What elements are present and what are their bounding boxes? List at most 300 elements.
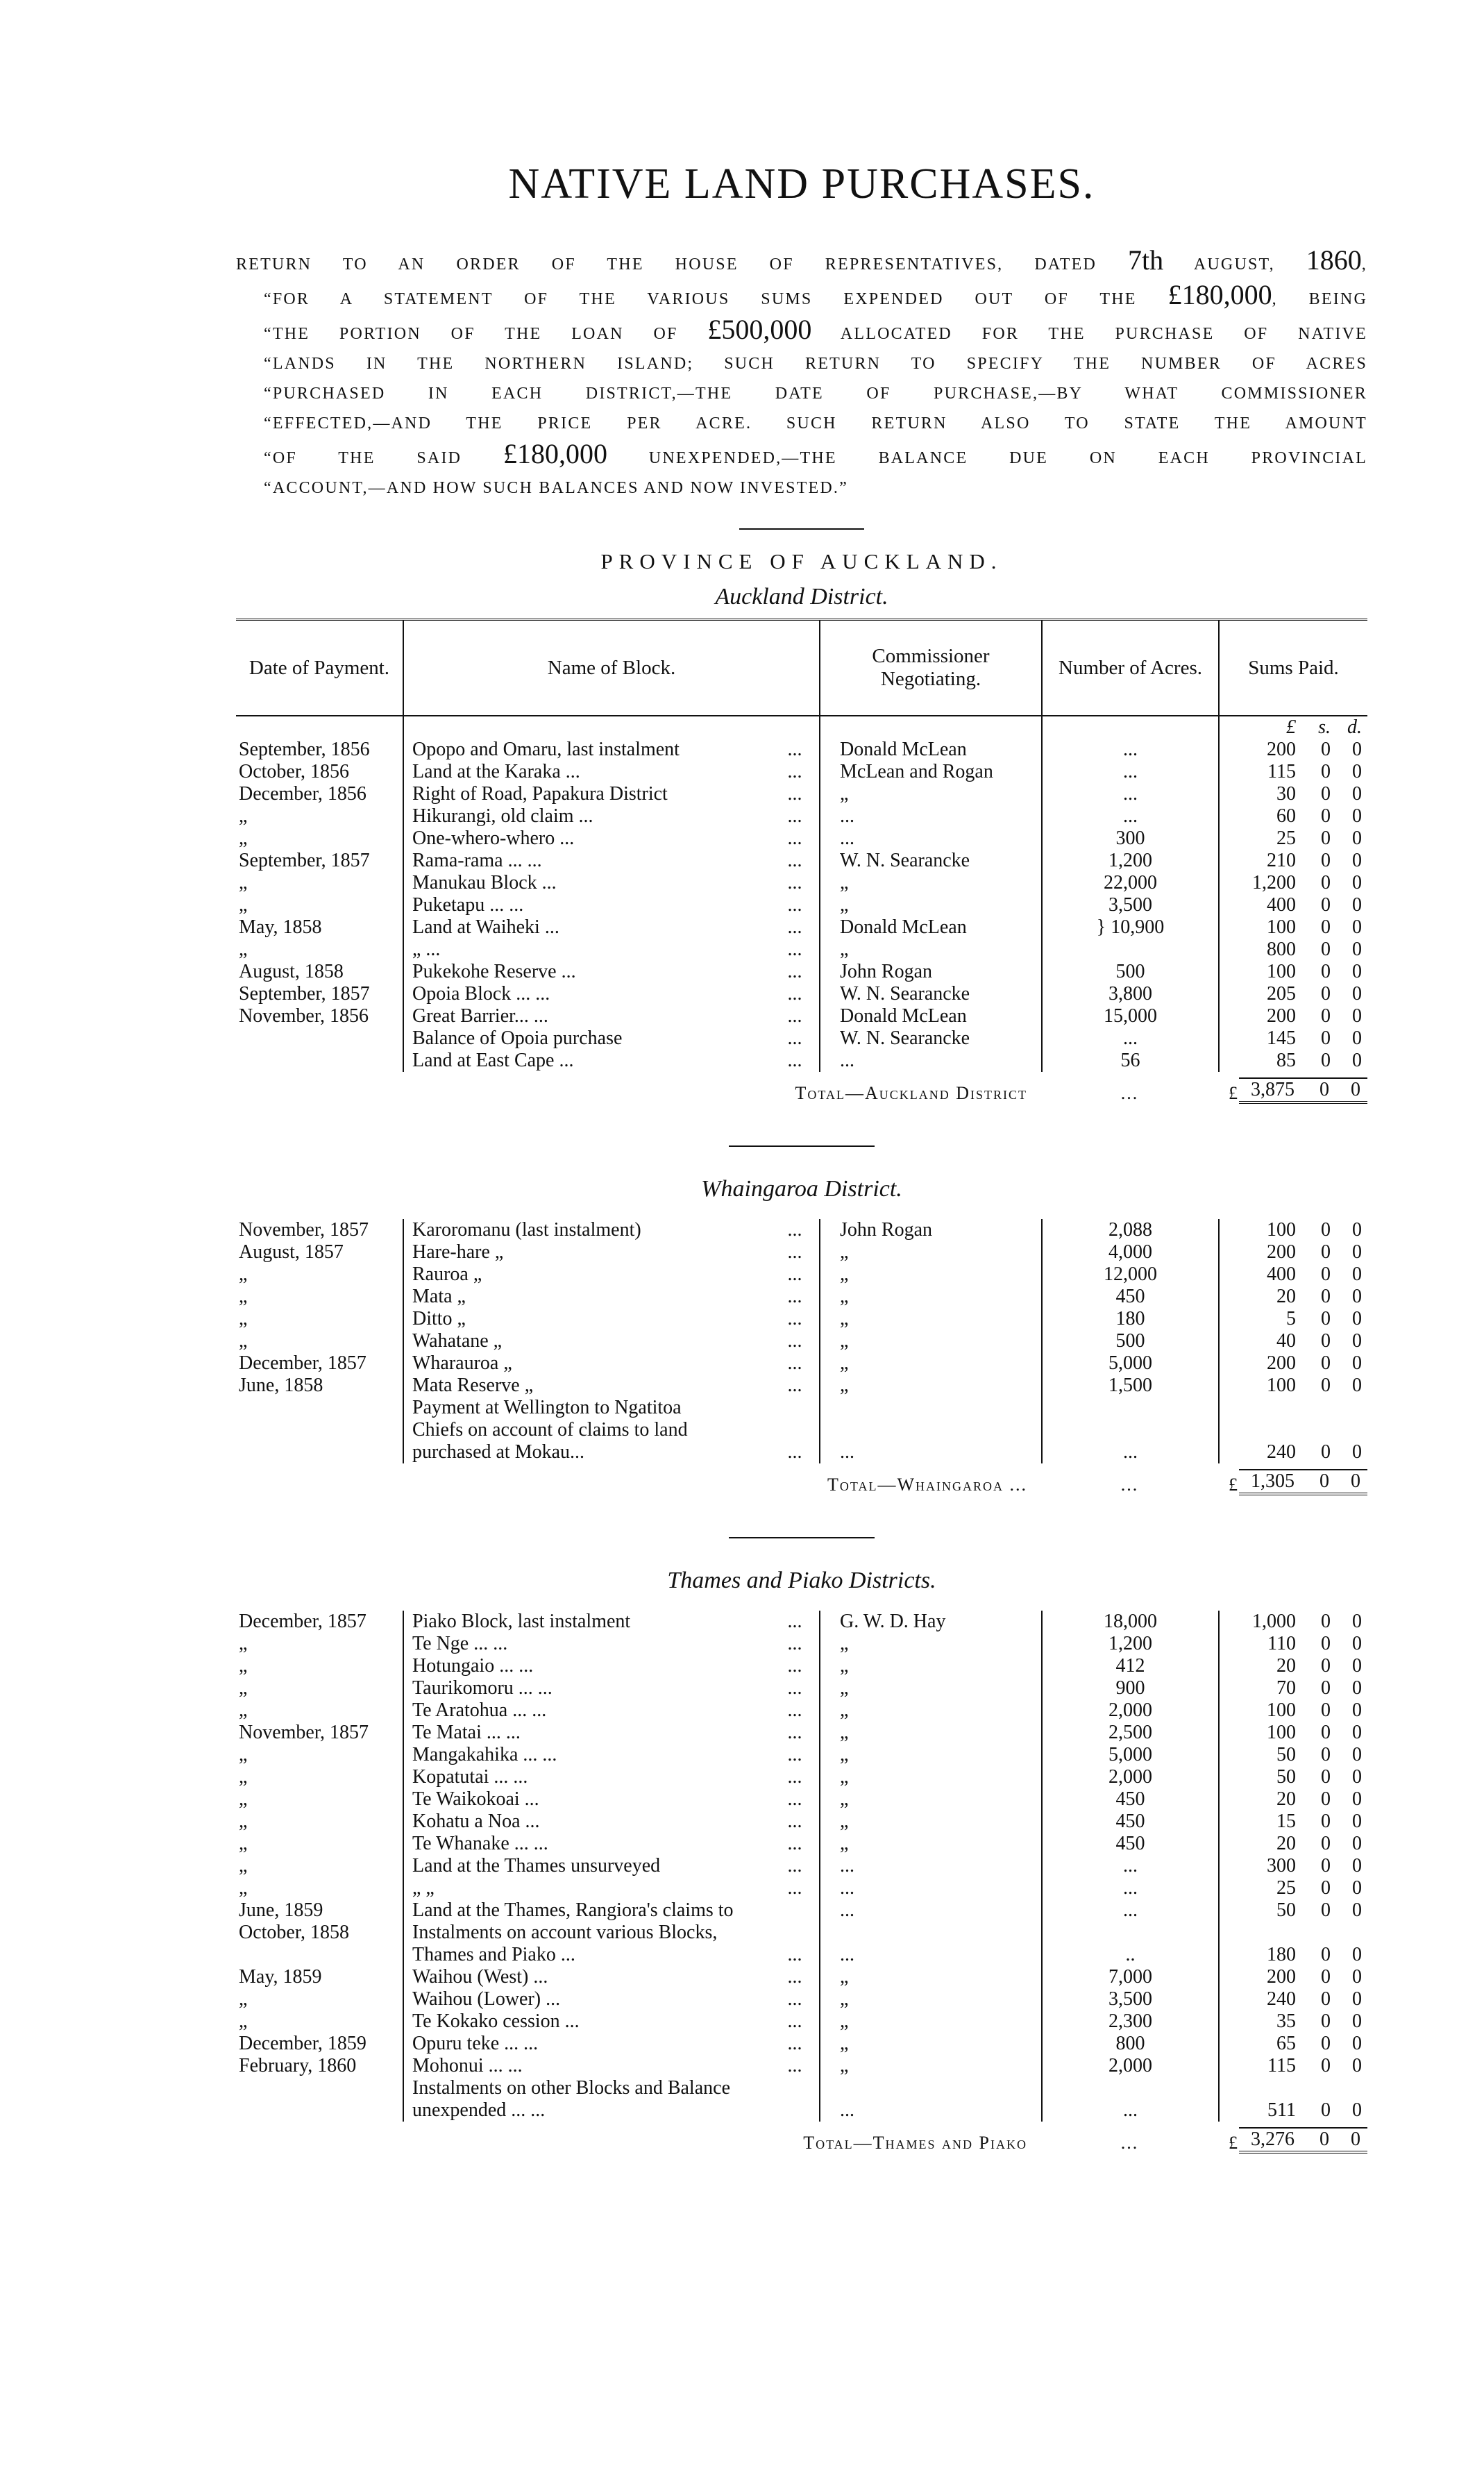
leader-dots: ... bbox=[787, 1966, 802, 1988]
sum-shillings: 0 bbox=[1321, 961, 1331, 982]
sum-pounds: 200 bbox=[1267, 739, 1296, 760]
cell-acres: ... bbox=[1041, 1441, 1218, 1463]
cell-block bbox=[403, 1419, 819, 1441]
cell-commissioner: McLean and Rogan bbox=[819, 761, 1041, 783]
table-row bbox=[236, 1330, 1367, 1352]
cell-commissioner: Donald McLean bbox=[819, 739, 1041, 761]
intro-line: “OF THE SAID £180,000 UNEXPENDED,—THE BALANCE DUE ON EACH PROVINCIAL bbox=[264, 438, 1367, 469]
section-divider bbox=[729, 1537, 875, 1538]
cell-date: September, 1856 bbox=[239, 739, 370, 760]
total-shillings: 0 bbox=[1319, 1470, 1329, 1492]
sum-pence: 0 bbox=[1352, 1027, 1362, 1049]
data-table bbox=[236, 1219, 1367, 1463]
cell-commissioner: „ bbox=[819, 872, 1041, 894]
units-spacer bbox=[236, 716, 403, 739]
sum-shillings: 0 bbox=[1321, 1877, 1331, 1899]
block-name: Balance of Opoia purchase bbox=[412, 1027, 623, 1049]
header-date-text: Date of Payment. bbox=[248, 656, 390, 679]
cell-commissioner: ... bbox=[819, 1944, 1041, 1966]
district-heading: Whaingaroa District. bbox=[701, 1176, 902, 1202]
sum-pence: 0 bbox=[1352, 1988, 1362, 2010]
block-name: Manukau Block ... bbox=[412, 872, 557, 893]
sum-shillings: 0 bbox=[1321, 1633, 1331, 1654]
cell-sum bbox=[1218, 1744, 1367, 1766]
cell-date bbox=[236, 1050, 403, 1072]
cell-commissioner: ... bbox=[819, 2099, 1041, 2122]
cell-acres: 3,500 bbox=[1041, 1988, 1218, 2011]
cell-block bbox=[403, 783, 819, 805]
cell-commissioner: „ bbox=[819, 2011, 1041, 2033]
cell-block bbox=[403, 1264, 819, 1286]
total-dots: ... bbox=[1120, 1083, 1139, 1103]
table-row bbox=[236, 1375, 1367, 1397]
cell-acres: 7,000 bbox=[1041, 1966, 1218, 1988]
sum-pounds: 50 bbox=[1276, 1766, 1296, 1788]
cell-commissioner: G. W. D. Hay bbox=[819, 1611, 1041, 1633]
cell-block bbox=[403, 1944, 819, 1966]
intro-line: “PURCHASED IN EACH DISTRICT,—THE DATE OF PURCHASE,—BY WHAT COMMISSIONER bbox=[264, 385, 1367, 403]
sum-pence: 0 bbox=[1352, 1330, 1362, 1352]
cell-sum bbox=[1218, 894, 1367, 916]
cell-sum bbox=[1218, 1441, 1367, 1463]
block-name: Opuru teke ... ... bbox=[412, 2033, 539, 2054]
intro-figure: £180,000 bbox=[503, 438, 607, 469]
units-row bbox=[236, 716, 1367, 739]
cell-commissioner: ... bbox=[819, 1050, 1041, 1072]
cell-sum bbox=[1218, 1677, 1367, 1699]
leader-dots: ... bbox=[787, 1633, 802, 1654]
block-name: purchased at Mokau... bbox=[412, 1441, 585, 1463]
cell-block bbox=[403, 1611, 819, 1633]
cell-acres: ... bbox=[1041, 805, 1218, 828]
leader-dots: ... bbox=[787, 1352, 802, 1374]
sum-pence: 0 bbox=[1352, 2099, 1362, 2121]
cell-date: „ bbox=[239, 1308, 248, 1329]
cell-block bbox=[403, 1833, 819, 1855]
sum-shillings: 0 bbox=[1321, 872, 1331, 893]
cell-block bbox=[403, 805, 819, 828]
sum-pence: 0 bbox=[1352, 761, 1362, 782]
cell-commissioner: „ bbox=[819, 1633, 1041, 1655]
data-table bbox=[236, 716, 1367, 1072]
header-block-text: Name of Block. bbox=[547, 656, 676, 679]
cell-acres: 450 bbox=[1041, 1833, 1218, 1855]
cell-sum bbox=[1218, 1655, 1367, 1677]
intro-figure: £500,000 bbox=[707, 314, 812, 345]
table-row bbox=[236, 1308, 1367, 1330]
sum-pounds: 1,200 bbox=[1252, 872, 1296, 893]
sum-shillings: 0 bbox=[1321, 739, 1331, 760]
cell-date: „ bbox=[239, 1286, 248, 1307]
sum-pounds: 5 bbox=[1286, 1308, 1296, 1329]
unit-shilling: s. bbox=[1318, 716, 1331, 738]
cell-date: „ bbox=[239, 1766, 248, 1788]
cell-commissioner: „ bbox=[819, 1241, 1041, 1264]
cell-date: „ bbox=[239, 894, 248, 916]
leader-dots: ... bbox=[787, 1722, 802, 1743]
cell-acres: 180 bbox=[1041, 1308, 1218, 1330]
cell-block bbox=[403, 1330, 819, 1352]
leader-dots: ... bbox=[787, 1050, 802, 1071]
sum-pence: 0 bbox=[1352, 872, 1362, 893]
sum-pounds: 200 bbox=[1267, 1241, 1296, 1263]
sum-pounds bbox=[1220, 1922, 1296, 1944]
leader-dots: ... bbox=[787, 1699, 802, 1721]
block-name: Piako Block, last instalment bbox=[412, 1611, 631, 1632]
cell-block bbox=[403, 1966, 819, 1988]
cell-acres: 412 bbox=[1041, 1655, 1218, 1677]
cell-commissioner: ... bbox=[819, 828, 1041, 850]
sum-pounds: 200 bbox=[1267, 1966, 1296, 1988]
cell-block bbox=[403, 1877, 819, 1899]
table-row bbox=[236, 939, 1367, 961]
sum-shillings: 0 bbox=[1321, 1050, 1331, 1071]
sum-pounds: 20 bbox=[1276, 1655, 1296, 1677]
table-row bbox=[236, 739, 1367, 761]
cell-date bbox=[236, 1397, 403, 1419]
sum-pence: 0 bbox=[1352, 961, 1362, 982]
district-heading: Auckland District. bbox=[715, 584, 888, 610]
cell-commissioner: W. N. Searancke bbox=[819, 850, 1041, 872]
sum-shillings: 0 bbox=[1321, 983, 1331, 1005]
cell-sum bbox=[1218, 1027, 1367, 1050]
cell-commissioner: ... bbox=[819, 1899, 1041, 1922]
sum-pence: 0 bbox=[1352, 1633, 1362, 1654]
cell-acres bbox=[1041, 1397, 1218, 1419]
block-name: Kohatu a Noa ... bbox=[412, 1811, 540, 1832]
cell-acres: 500 bbox=[1041, 961, 1218, 983]
sum-pence: 0 bbox=[1352, 1966, 1362, 1988]
cell-date: „ bbox=[239, 1833, 248, 1854]
cell-date: December, 1859 bbox=[239, 2033, 366, 2054]
cell-commissioner: „ bbox=[819, 2055, 1041, 2077]
sum-shillings bbox=[1296, 2077, 1331, 2099]
cell-date: „ bbox=[239, 1330, 248, 1352]
cell-sum bbox=[1218, 1397, 1367, 1419]
block-name: Te Kokako cession ... bbox=[412, 2011, 580, 2032]
sum-shillings: 0 bbox=[1321, 1811, 1331, 1832]
total-row bbox=[236, 1463, 1367, 1495]
sum-pence bbox=[1331, 1419, 1362, 1441]
unit-pound: £ bbox=[1286, 716, 1296, 738]
sum-shillings bbox=[1296, 1419, 1331, 1441]
sum-shillings: 0 bbox=[1321, 939, 1331, 960]
sum-pounds: 40 bbox=[1276, 1330, 1296, 1352]
sum-shillings: 0 bbox=[1321, 2055, 1331, 2076]
cell-date bbox=[236, 1944, 403, 1966]
cell-sum bbox=[1218, 1722, 1367, 1744]
leader-dots bbox=[770, 2077, 819, 2099]
sum-shillings: 0 bbox=[1321, 2099, 1331, 2121]
sum-pence: 0 bbox=[1352, 828, 1362, 849]
block-name: Karoromanu (last instalment) bbox=[412, 1219, 641, 1241]
cell-sum bbox=[1218, 1855, 1367, 1877]
cell-date: May, 1859 bbox=[239, 1966, 322, 1988]
cell-date: „ bbox=[239, 1877, 248, 1899]
cell-date bbox=[236, 2099, 403, 2122]
sum-pounds: 300 bbox=[1267, 1855, 1296, 1877]
cell-sum bbox=[1218, 1419, 1367, 1441]
cell-sum bbox=[1218, 872, 1367, 894]
cell-acres: ... bbox=[1041, 2099, 1218, 2122]
cell-sum bbox=[1218, 1922, 1367, 1944]
sum-shillings: 0 bbox=[1321, 1330, 1331, 1352]
leader-dots bbox=[770, 2099, 819, 2122]
cell-date: „ bbox=[239, 1677, 248, 1699]
block-name: Mohonui ... ... bbox=[412, 2055, 523, 2076]
sum-pounds: 35 bbox=[1276, 2011, 1296, 2032]
leader-dots: ... bbox=[787, 761, 802, 782]
header-commissioner-text: Commissioner Negotiating. bbox=[872, 645, 990, 690]
sum-pence: 0 bbox=[1352, 1811, 1362, 1832]
district-heading: Thames and Piako Districts. bbox=[667, 1568, 936, 1593]
sum-shillings: 0 bbox=[1321, 2033, 1331, 2054]
cell-block bbox=[403, 1699, 819, 1722]
sum-pence: 0 bbox=[1352, 1677, 1362, 1699]
cell-acres: 1,500 bbox=[1041, 1375, 1218, 1397]
cell-date: „ bbox=[239, 1811, 248, 1832]
leader-dots bbox=[770, 1397, 819, 1419]
cell-sum bbox=[1218, 1944, 1367, 1966]
block-name: Te Nge ... ... bbox=[412, 1633, 508, 1654]
table-row bbox=[236, 828, 1367, 850]
sum-pence: 0 bbox=[1352, 1264, 1362, 1285]
cell-block bbox=[403, 1633, 819, 1655]
sum-pence: 0 bbox=[1352, 894, 1362, 916]
leader-dots: ... bbox=[787, 872, 802, 893]
cell-commissioner: „ bbox=[819, 1308, 1041, 1330]
sum-shillings: 0 bbox=[1321, 805, 1331, 827]
cell-commissioner: Donald McLean bbox=[819, 1005, 1041, 1027]
sum-shillings: 0 bbox=[1321, 1766, 1331, 1788]
cell-date bbox=[236, 1441, 403, 1463]
table-row bbox=[236, 894, 1367, 916]
table-row bbox=[236, 1241, 1367, 1264]
cell-commissioner: ... bbox=[819, 1877, 1041, 1899]
cell-block bbox=[403, 1855, 819, 1877]
cell-commissioner: „ bbox=[819, 1655, 1041, 1677]
cell-commissioner: W. N. Searancke bbox=[819, 983, 1041, 1005]
cell-sum bbox=[1218, 1264, 1367, 1286]
sum-pence: 0 bbox=[1352, 1655, 1362, 1677]
table-row bbox=[236, 1219, 1367, 1241]
cell-commissioner: „ bbox=[819, 1766, 1041, 1788]
block-name: Te Aratohua ... ... bbox=[412, 1699, 547, 1721]
cell-acres: 4,000 bbox=[1041, 1241, 1218, 1264]
sum-pounds: 25 bbox=[1276, 828, 1296, 849]
cell-sum bbox=[1218, 1899, 1367, 1922]
table-row bbox=[236, 1855, 1367, 1877]
block-name: Hotungaio ... ... bbox=[412, 1655, 534, 1677]
cell-sum bbox=[1218, 1811, 1367, 1833]
cell-sum bbox=[1218, 2055, 1367, 2077]
leader-dots: ... bbox=[787, 1655, 802, 1677]
cell-sum bbox=[1218, 1050, 1367, 1072]
total-pound-sign: £ bbox=[1229, 1475, 1239, 1495]
sum-shillings: 0 bbox=[1321, 1899, 1331, 1921]
sum-pounds: 20 bbox=[1276, 1788, 1296, 1810]
cell-commissioner: W. N. Searancke bbox=[819, 1027, 1041, 1050]
cell-acres: 2,000 bbox=[1041, 1766, 1218, 1788]
sum-shillings: 0 bbox=[1321, 1264, 1331, 1285]
cell-sum bbox=[1218, 1005, 1367, 1027]
sum-pounds: 240 bbox=[1267, 1988, 1296, 2010]
cell-block bbox=[403, 872, 819, 894]
leader-dots: ... bbox=[787, 1219, 802, 1241]
cell-block bbox=[403, 1375, 819, 1397]
cell-block bbox=[403, 1308, 819, 1330]
cell-block bbox=[403, 828, 819, 850]
cell-date: „ bbox=[239, 939, 248, 960]
cell-date: November, 1857 bbox=[239, 1219, 369, 1241]
total-amount bbox=[1239, 1469, 1367, 1495]
table-row bbox=[236, 1722, 1367, 1744]
cell-commissioner: „ bbox=[819, 2033, 1041, 2055]
table-row bbox=[236, 1397, 1367, 1419]
cell-sum bbox=[1218, 1633, 1367, 1655]
sum-pence: 0 bbox=[1352, 1241, 1362, 1263]
block-name: Mangakahika ... ... bbox=[412, 1744, 557, 1765]
cell-acres: 450 bbox=[1041, 1788, 1218, 1811]
table-row bbox=[236, 1966, 1367, 1988]
sum-shillings: 0 bbox=[1321, 1375, 1331, 1396]
cell-acres: ... bbox=[1041, 1899, 1218, 1922]
leader-dots: ... bbox=[787, 1744, 802, 1765]
table-row bbox=[236, 1441, 1367, 1463]
cell-acres bbox=[1041, 1419, 1218, 1441]
cell-block bbox=[403, 939, 819, 961]
sum-pounds: 20 bbox=[1276, 1833, 1296, 1854]
sum-pounds: 1,000 bbox=[1252, 1611, 1296, 1632]
table-row bbox=[236, 1677, 1367, 1699]
cell-commissioner: „ bbox=[819, 1330, 1041, 1352]
table-row bbox=[236, 1699, 1367, 1722]
sum-shillings: 0 bbox=[1321, 1788, 1331, 1810]
sum-pounds bbox=[1220, 1419, 1296, 1441]
cell-sum bbox=[1218, 828, 1367, 850]
sum-pence: 0 bbox=[1352, 850, 1362, 871]
cell-date: September, 1857 bbox=[239, 983, 370, 1005]
cell-date: October, 1858 bbox=[239, 1922, 350, 1943]
sum-shillings: 0 bbox=[1321, 1027, 1331, 1049]
block-name: Instalments on other Blocks and Balance bbox=[412, 2077, 730, 2099]
cell-date: „ bbox=[239, 1264, 248, 1285]
block-name: Instalments on account various Blocks, bbox=[412, 1922, 718, 1943]
cell-commissioner bbox=[819, 1922, 1041, 1944]
table-row bbox=[236, 1899, 1367, 1922]
sum-pence: 0 bbox=[1352, 1219, 1362, 1241]
cell-commissioner: „ bbox=[819, 1788, 1041, 1811]
sum-pounds: 210 bbox=[1267, 850, 1296, 871]
leader-dots: ... bbox=[787, 1677, 802, 1699]
table-row bbox=[236, 850, 1367, 872]
cell-sum bbox=[1218, 2033, 1367, 2055]
sum-shillings: 0 bbox=[1321, 761, 1331, 782]
cell-sum bbox=[1218, 850, 1367, 872]
sum-shillings: 0 bbox=[1321, 1855, 1331, 1877]
cell-sum bbox=[1218, 1966, 1367, 1988]
block-name: Puketapu ... ... bbox=[412, 894, 524, 916]
cell-block bbox=[403, 1655, 819, 1677]
block-name: Payment at Wellington to Ngatitoa bbox=[412, 1397, 682, 1418]
cell-acres bbox=[1041, 1922, 1218, 1944]
cell-date: „ bbox=[239, 1633, 248, 1654]
cell-sum bbox=[1218, 1330, 1367, 1352]
block-name: Great Barrier... ... bbox=[412, 1005, 548, 1027]
leader-dots: ... bbox=[787, 850, 802, 871]
sum-shillings bbox=[1296, 1397, 1331, 1419]
total-shillings: 0 bbox=[1319, 1079, 1329, 1100]
sum-pounds: 200 bbox=[1267, 1352, 1296, 1374]
units-spacer bbox=[403, 716, 819, 739]
units-spacer bbox=[819, 716, 1041, 739]
header-sums bbox=[1218, 621, 1367, 715]
sum-pounds: 100 bbox=[1267, 1219, 1296, 1241]
sum-pounds: 50 bbox=[1276, 1899, 1296, 1921]
cell-block bbox=[403, 739, 819, 761]
sum-pounds bbox=[1220, 1397, 1296, 1419]
cell-acres: 5,000 bbox=[1041, 1352, 1218, 1375]
sum-pence: 0 bbox=[1352, 1050, 1362, 1071]
block-name: Taurikomoru ... ... bbox=[412, 1677, 553, 1699]
page-title: NATIVE LAND PURCHASES. bbox=[508, 160, 1095, 208]
cell-commissioner: ... bbox=[819, 1441, 1041, 1463]
table-row bbox=[236, 1419, 1367, 1441]
block-name: Hare-hare „ bbox=[412, 1241, 504, 1263]
divider bbox=[739, 528, 864, 530]
cell-block bbox=[403, 850, 819, 872]
intro-figure: 7th bbox=[1128, 244, 1164, 276]
cell-acres: 1,200 bbox=[1041, 1633, 1218, 1655]
cell-acres: 2,088 bbox=[1041, 1219, 1218, 1241]
leader-dots: ... bbox=[787, 2055, 802, 2076]
cell-block bbox=[403, 1050, 819, 1072]
block-name: „ „ bbox=[412, 1877, 435, 1899]
cell-acres: 2,000 bbox=[1041, 2055, 1218, 2077]
sum-pence: 0 bbox=[1352, 1441, 1362, 1463]
cell-acres: 300 bbox=[1041, 828, 1218, 850]
table-row bbox=[236, 761, 1367, 783]
leader-dots: ... bbox=[787, 1944, 802, 1965]
table-row bbox=[236, 1811, 1367, 1833]
sum-shillings bbox=[1296, 1922, 1331, 1944]
total-row bbox=[236, 2122, 1367, 2154]
sum-shillings: 0 bbox=[1321, 1988, 1331, 2010]
sum-pence: 0 bbox=[1352, 939, 1362, 960]
cell-acres: 22,000 bbox=[1041, 872, 1218, 894]
block-name: Thames and Piako ... bbox=[412, 1944, 575, 1965]
sum-shillings: 0 bbox=[1321, 1005, 1331, 1027]
cell-date: „ bbox=[239, 1788, 248, 1810]
cell-block bbox=[403, 2055, 819, 2077]
intro-figure: £180,000 bbox=[1167, 279, 1272, 310]
block-name: Pukekohe Reserve ... bbox=[412, 961, 576, 982]
cell-sum bbox=[1218, 1219, 1367, 1241]
cell-commissioner: „ bbox=[819, 1264, 1041, 1286]
cell-block bbox=[403, 961, 819, 983]
cell-commissioner: „ bbox=[819, 939, 1041, 961]
sum-pence: 0 bbox=[1352, 2033, 1362, 2054]
header-sums-text: Sums Paid. bbox=[1248, 656, 1339, 679]
sum-shillings: 0 bbox=[1321, 916, 1331, 938]
cell-commissioner: „ bbox=[819, 1375, 1041, 1397]
sum-shillings: 0 bbox=[1321, 1744, 1331, 1765]
cell-block bbox=[403, 1788, 819, 1811]
sum-shillings: 0 bbox=[1321, 1699, 1331, 1721]
sum-shillings: 0 bbox=[1321, 894, 1331, 916]
district-section bbox=[236, 1537, 1367, 2154]
table-row bbox=[236, 916, 1367, 939]
